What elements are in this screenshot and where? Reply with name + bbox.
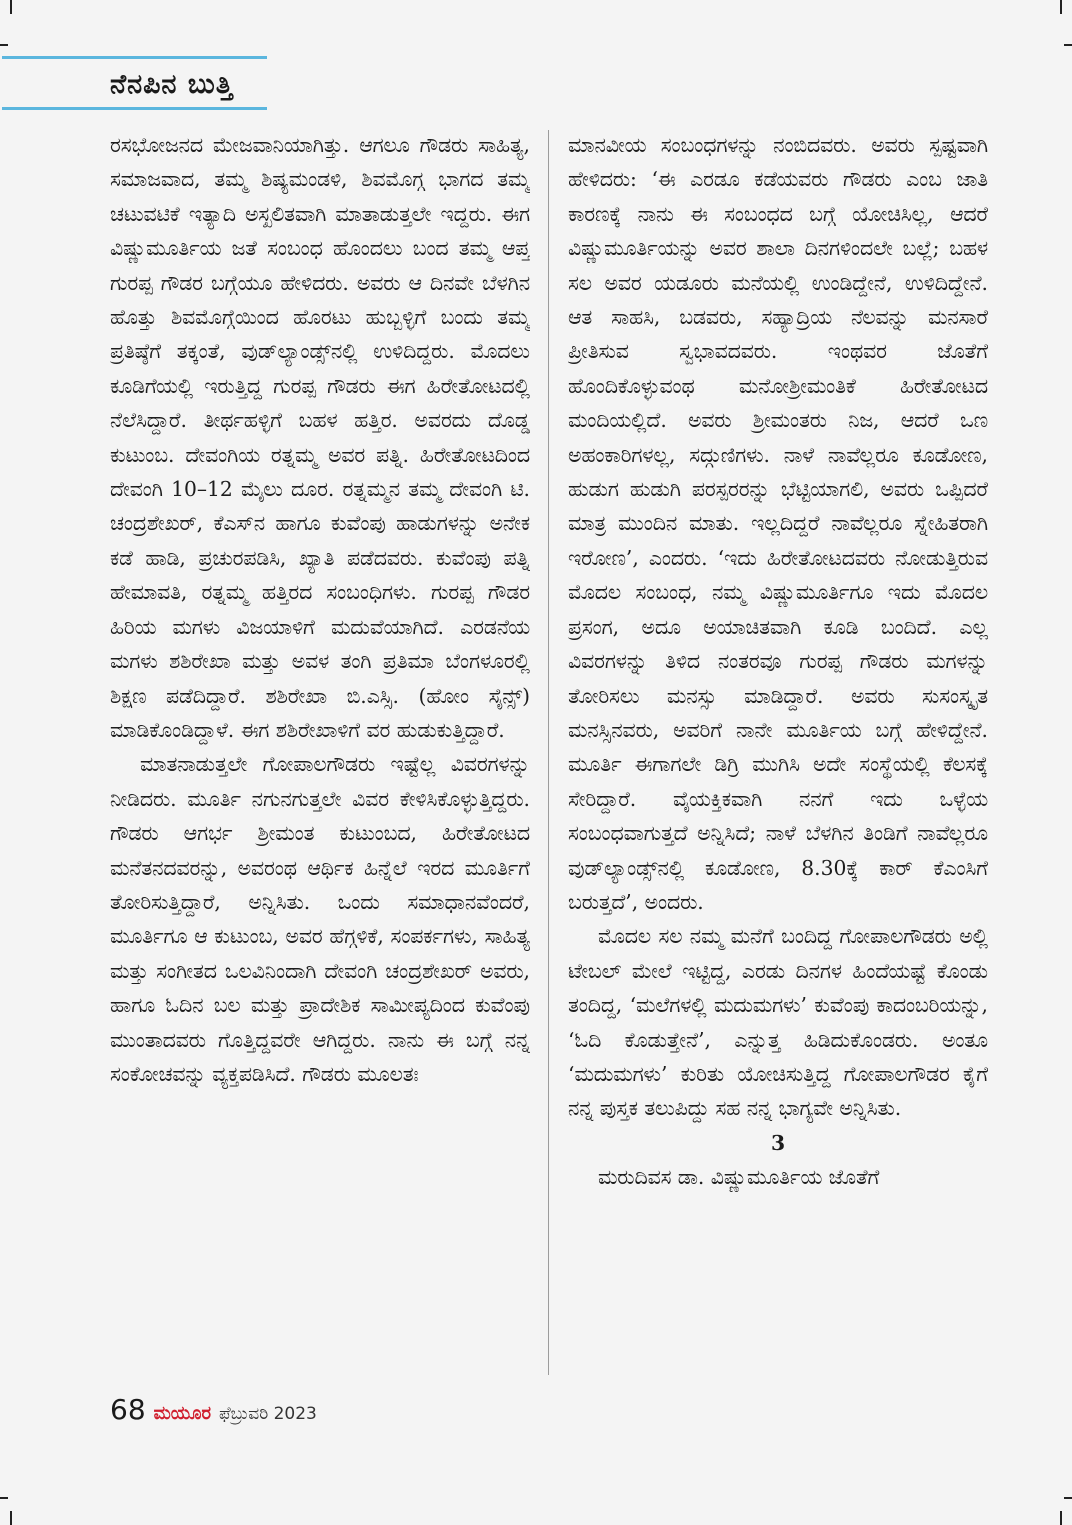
- crop-mark: [1060, 1511, 1062, 1525]
- crop-mark: [1060, 0, 1062, 14]
- section-title: ನೆನಪಿನ ಬುತ್ತಿ: [110, 69, 234, 100]
- section-header: [0, 56, 270, 110]
- paragraph: ಮಾತನಾಡುತ್ತಲೇ ಗೋಪಾಲಗೌಡರು ಇಷ್ಟೆಲ್ಲ ವಿವರಗಳನ್ನು ನೀಡಿದರು. ಮೂರ್ತಿ ನಗುನಗುತ್ತಲೇ ವಿವರ ಕೇಳಿಸಿಕೊಳ್ಳುತ್ತಿದ್ದರು. ಗೌಡರು ಆಗರ್ಭ ಶ್ರೀಮಂತ ಕುಟುಂಬದ, ಹಿರೇತೋಟದ ಮನೆತನದವರನ್ನು, ಅವರಂಥ ಆರ್ಥಿಕ ಹಿನ್ನೆಲೆ ಇರದ ಮೂರ್ತಿಗೆ ತೋರಿಸುತ್ತಿದ್ದಾರೆ, ಅನ್ನಿಸಿತು. ಒಂದು ಸಮಾಧಾನವೆಂದರೆ, ಮೂರ್ತಿಗೂ ಆ ಕುಟುಂಬ, ಅವರ ಹೆಗ್ಗಳಿಕೆ, ಸಂಪರ್ಕಗಳು, ಸಾಹಿತ್ಯ ಮತ್ತು ಸಂಗೀತದ ಒಲವಿನಿಂದಾಗಿ ದೇವಂಗಿ ಚಂದ್ರಶೇಖರ್ ಅವರು, ಹಾಗೂ ಓದಿನ ಬಲ ಮತ್ತು ಪ್ರಾದೇಶಿಕ ಸಾಮೀಪ್ಯದಿಂದ ಕುವೆಂಪು ಮುಂತಾದವರು ಗೊತ್ತಿದ್ದವರೇ ಆಗಿದ್ದರು. ನಾನು ಈ ಬಗ್ಗೆ ನನ್ನ ಸಂಕೋಚವನ್ನು ವ್ಯಕ್ತಪಡಿಸಿದೆ. ಗೌಡರು ಮೂಲತಃ: [110, 752, 530, 1086]
- crop-mark: [10, 0, 12, 14]
- paragraph: ಮಾನವೀಯ ಸಂಬಂಧಗಳನ್ನು ನಂಬಿದವರು. ಅವರು ಸ್ಪಷ್ಟವಾಗಿ ಹೇಳಿದರು: ‘ಈ ಎರಡೂ ಕಡೆಯವರು ಗೌಡರು ಎಂಬ ಜಾತಿ ಕಾರಣಕ್ಕೆ ನಾನು ಈ ಸಂಬಂಧದ ಬಗ್ಗೆ ಯೋಚಿಸಿಲ್ಲ, ಆದರೆ ವಿಷ್ಣುಮೂರ್ತಿಯನ್ನು ಅವರ ಶಾಲಾ ದಿನಗಳಿಂದಲೇ ಬಲ್ಲೆ; ಬಹಳ ಸಲ ಅವರ ಯಡೂರು ಮನೆಯಲ್ಲಿ ಉಂಡಿದ್ದೇನೆ, ಉಳಿದಿದ್ದೇನೆ. ಆತ ಸಾಹಸಿ, ಬಡವರು, ಸಹ್ಯಾದ್ರಿಯ ನೆಲವನ್ನು ಮನಸಾರೆ ಪ್ರೀತಿಸುವ ಸ್ವಭಾವದವರು. ಇಂಥವರ ಜೊತೆಗೆ ಹೊಂದಿಕೊಳ್ಳುವಂಥ ಮನೋಶ್ರೀಮಂತಿಕೆ ಹಿರೇತೋಟದ ಮಂದಿಯಲ್ಲಿದೆ. ಅವರು ಶ್ರೀಮಂತರು ನಿಜ, ಆದರೆ ಒಣ ಅಹಂಕಾರಿಗಳಲ್ಲ, ಸದ್ಗುಣಿಗಳು. ನಾಳೆ ನಾವೆಲ್ಲರೂ ಕೂಡೋಣ, ಹುಡುಗ ಹುಡುಗಿ ಪರಸ್ಪರರನ್ನು ಭೆಟ್ಟಿಯಾಗಲಿ, ಅವರು ಒಪ್ಪಿದರೆ ಮಾತ್ರ ಮುಂದಿನ ಮಾತು. ಇಲ್ಲದಿದ್ದರೆ ನಾವೆಲ್ಲರೂ ಸ್ನೇಹಿತರಾಗಿ ಇರೋಣ’, ಎಂದರು. ‘ಇದು ಹಿರೇತೋಟದವರು ನೋಡುತ್ತಿರುವ ಮೊದಲ ಸಂಬಂಧ, ನಮ್ಮ ವಿಷ್ಣುಮೂರ್ತಿಗೂ ಇದು ಮೊದಲ ಪ್ರಸಂಗ, ಅದೂ ಅಯಾಚಿತವಾಗಿ ಕೂಡಿ ಬಂದಿದೆ. ಎಲ್ಲ ವಿವರಗಳನ್ನು ತಿಳಿದ ನಂತರವೂ ಗುರಪ್ಪ ಗೌಡರು ಮಗಳನ್ನು ತೋರಿಸಲು ಮನಸ್ಸು ಮಾಡಿದ್ದಾರೆ. ಅವರು ಸುಸಂಸ್ಕೃತ ಮನಸ್ಸಿನವರು, ಅವರಿಗೆ ನಾನೇ ಮೂರ್ತಿಯ ಬಗ್ಗೆ ಹೇಳಿದ್ದೇನೆ. ಮೂರ್ತಿ ಈಗಾಗಲೇ ಡಿಗ್ರಿ ಮುಗಿಸಿ ಅದೇ ಸಂಸ್ಥೆಯಲ್ಲಿ ಕೆಲಸಕ್ಕೆ ಸೇರಿದ್ದಾರೆ. ವೈಯಕ್ತಿಕವಾಗಿ ನನಗೆ ಇದು ಒಳ್ಳೆಯ ಸಂಬಂಧವಾಗುತ್ತದೆ ಅನ್ನಿಸಿದೆ; ನಾಳೆ ಬೆಳಗಿನ ತಿಂಡಿಗೆ ನಾವೆಲ್ಲರೂ ವುಡ್‌ಲ್ಯಾಂಡ್ಸ್‌ನಲ್ಲಿ ಕೂಡೋಣ, 8.30ಕ್ಕೆ ಕಾರ್ ಕೆಎಂಸಿಗೆ ಬರುತ್ತದೆ’, ಅಂದರು.: [568, 133, 988, 914]
- paragraph: ರಸಭೋಜನದ ಮೇಜವಾನಿಯಾಗಿತ್ತು. ಆಗಲೂ ಗೌಡರು ಸಾಹಿತ್ಯ, ಸಮಾಜವಾದ, ತಮ್ಮ ಶಿಷ್ಯಮಂಡಳಿ, ಶಿವಮೊಗ್ಗ ಭಾಗದ ತಮ್ಮ ಚಟುವಟಿಕೆ ಇತ್ಯಾದಿ ಅಸ್ಖಲಿತವಾಗಿ ಮಾತಾಡುತ್ತಲೇ ಇದ್ದರು. ಈಗ ವಿಷ್ಣುಮೂರ್ತಿಯ ಜತೆ ಸಂಬಂಧ ಹೊಂದಲು ಬಂದ ತಮ್ಮ ಆಪ್ತ ಗುರಪ್ಪ ಗೌಡರ ಬಗ್ಗೆಯೂ ಹೇಳಿದರು. ಅವರು ಆ ದಿನವೇ ಬೆಳಗಿನ ಹೊತ್ತು ಶಿವಮೊಗ್ಗೆಯಿಂದ ಹೊರಟು ಹುಬ್ಬಳ್ಳಿಗೆ ಬಂದು ತಮ್ಮ ಪ್ರತಿಷ್ಠೆಗೆ ತಕ್ಕಂತೆ, ವುಡ್‌ಲ್ಯಾಂಡ್ಸ್‌ನಲ್ಲಿ ಉಳಿದಿದ್ದರು. ಮೊದಲು ಕೂಡಿಗೆಯಲ್ಲಿ ಇರುತ್ತಿದ್ದ ಗುರಪ್ಪ ಗೌಡರು ಈಗ ಹಿರೇತೋಟದಲ್ಲಿ ನೆಲೆಸಿದ್ದಾರೆ. ತೀರ್ಥಹಳ್ಳಿಗೆ ಬಹಳ ಹತ್ತಿರ. ಅವರದು ದೊಡ್ಡ ಕುಟುಂಬ. ದೇವಂಗಿಯ ರತ್ನಮ್ಮ ಅವರ ಪತ್ನಿ. ಹಿರೇತೋಟದಿಂದ ದೇವಂಗಿ 10–12 ಮೈಲು ದೂರ. ರತ್ನಮ್ಮನ ತಮ್ಮ ದೇವಂಗಿ ಟಿ. ಚಂದ್ರಶೇಖರ್, ಕೆಎಸ್‌ನ ಹಾಗೂ ಕುವೆಂಪು ಹಾಡುಗಳನ್ನು ಅನೇಕ ಕಡೆ ಹಾಡಿ, ಪ್ರಚುರಪಡಿಸಿ, ಖ್ಯಾತಿ ಪಡೆದವರು. ಕುವೆಂಪು ಪತ್ನಿ ಹೇಮಾವತಿ, ರತ್ನಮ್ಮ ಹತ್ತಿರದ ಸಂಬಂಧಿಗಳು. ಗುರಪ್ಪ ಗೌಡರ ಹಿರಿಯ ಮಗಳು ವಿಜಯಾಳಿಗೆ ಮದುವೆಯಾಗಿದೆ. ಎರಡನೆಯ ಮಗಳು ಶಶಿರೇಖಾ ಮತ್ತು ಅವಳ ತಂಗಿ ಪ್ರತಿಮಾ ಬೆಂಗಳೂರಲ್ಲಿ ಶಿಕ್ಷಣ ಪಡೆದಿದ್ದಾರೆ. ಶಶಿರೇಖಾ ಬಿ.ಎಸ್ಸಿ. (ಹೋಂ ಸೈನ್ಸ್) ಮಾಡಿಕೊಂಡಿದ್ದಾಳೆ. ಈಗ ಶಶಿರೇಖಾಳಿಗೆ ವರ ಹುಡುಕುತ್ತಿದ್ದಾರೆ.: [110, 133, 530, 742]
- crop-mark: [0, 44, 8, 46]
- crop-mark: [1064, 44, 1072, 46]
- paragraph: ಮರುದಿವಸ ಡಾ. ವಿಷ್ಣುಮೂರ್ತಿಯ ಜೊತೆಗೆ: [598, 1165, 880, 1190]
- left-column: [110, 128, 530, 1378]
- right-column: [568, 128, 988, 1378]
- column-divider: [548, 130, 549, 1375]
- paragraph: ಮೊದಲ ಸಲ ನಮ್ಮ ಮನೆಗೆ ಬಂದಿದ್ದ ಗೋಪಾಲಗೌಡರು ಅಲ್ಲಿ ಟೇಬಲ್ ಮೇಲೆ ಇಟ್ಟಿದ್ದ, ಎರಡು ದಿನಗಳ ಹಿಂದೆಯಷ್ಟೆ ಕೊಂಡು ತಂದಿದ್ದ, ‘ಮಲೆಗಳಲ್ಲಿ ಮದುಮಗಳು’ ಕುವೆಂಪು ಕಾದಂಬರಿಯನ್ನು, ‘ಓದಿ ಕೊಡುತ್ತೇನೆ’, ಎನ್ನುತ್ತ ಹಿಡಿದುಕೊಂಡರು. ಅಂತೂ ‘ಮದುಮಗಳು’ ಕುರಿತು ಯೋಚಿಸುತ್ತಿದ್ದ ಗೋಪಾಲಗೌಡರ ಕೈಗೆ ನನ್ನ ಪುಸ್ತಕ ತಲುಪಿದ್ದು ಸಹ ನನ್ನ ಭಾಗ್ಯವೇ ಅನ್ನಿಸಿತು.: [568, 924, 988, 1121]
- page-footer: [110, 1393, 317, 1433]
- issue-date: ಫೆಬ್ರುವರಿ 2023: [219, 1404, 317, 1424]
- header-rule-bottom: [2, 107, 267, 110]
- page-number: 68: [110, 1393, 146, 1426]
- magazine-name: ಮಯೂರ: [153, 1403, 212, 1424]
- crop-mark: [1064, 1497, 1072, 1499]
- crop-mark: [0, 1497, 8, 1499]
- crop-mark: [10, 1511, 12, 1525]
- section-number: 3: [770, 1130, 786, 1155]
